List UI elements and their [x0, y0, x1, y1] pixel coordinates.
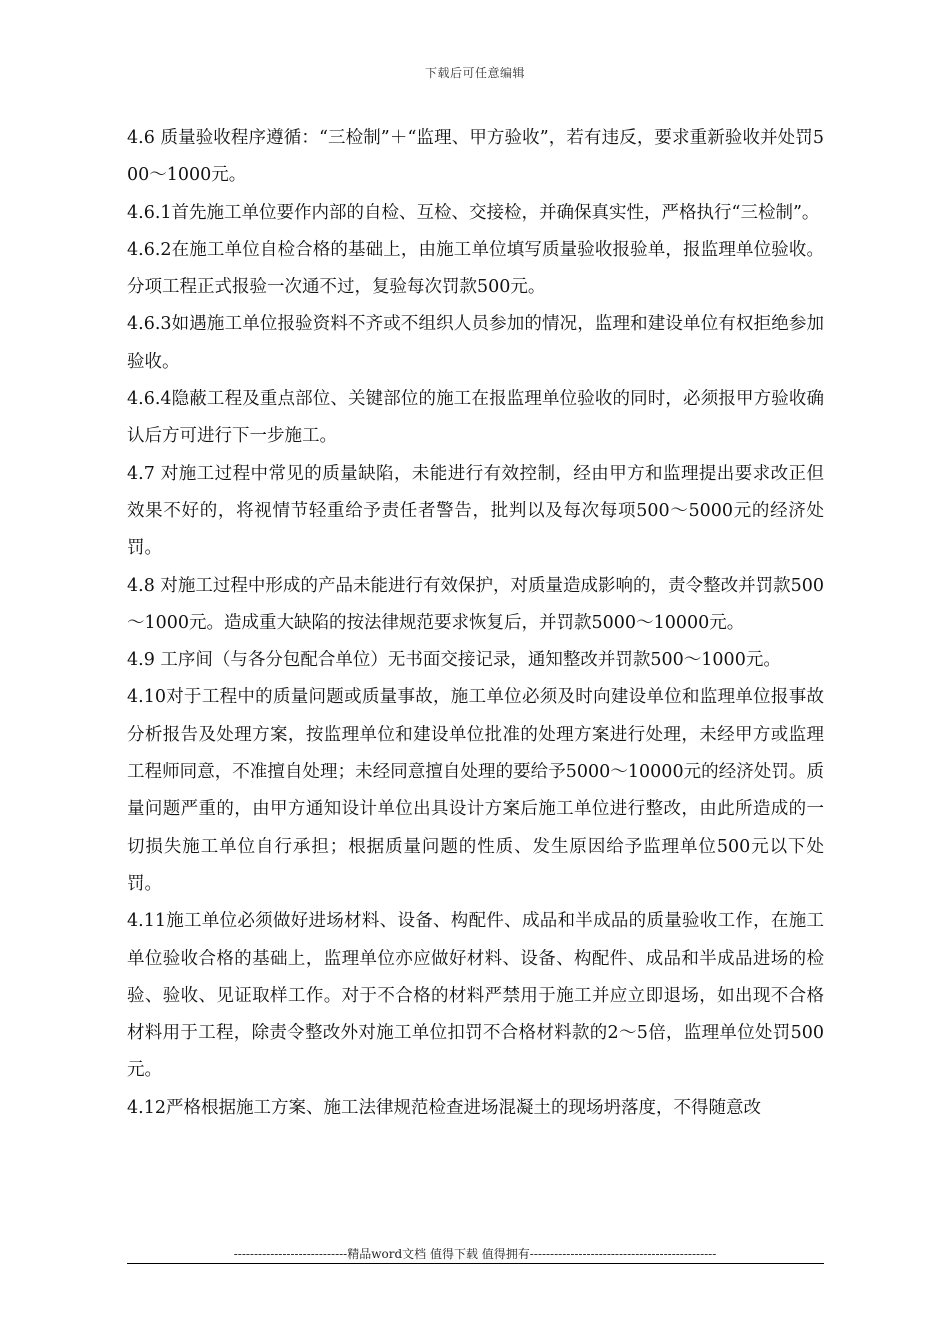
clause-4-6-2: 4.6.2在施工单位自检合格的基础上，由施工单位填写质量验收报验单，报监理单位验收。分项工程正式报验一次通不过，复验每次罚款500元。 — [127, 239, 824, 298]
clause-4-6: 4.6 质量验收程序遵循：“三检制”＋“监理、甲方验收”，若有违反，要求重新验收并处罚500～1000元。 — [127, 128, 824, 186]
clause-4-6-3: 4.6.3如遇施工单位报验资料不齐或不组织人员参加的情况，监理和建设单位有权拒绝参加验收。 — [127, 314, 824, 372]
clause-4-7: 4.7 对施工过程中常见的质量缺陷，未能进行有效控制，经由甲方和监理提出要求改正但效果不好的，将视情节轻重给予责任者警告，批判以及每次每项500～5000元的经济处罚。 — [127, 463, 824, 559]
clause-4-12: 4.12严格根据施工方案、施工法律规范检查进场混凝土的现场坍落度，不得随意改 — [127, 1097, 761, 1118]
clause-4-9: 4.9 工序间（与各分包配合单位）无书面交接记录，通知整改并罚款500～1000元。 — [127, 650, 781, 671]
document-body — [127, 120, 824, 1127]
clause-4-6-1: 4.6.1首先施工单位要作内部的自检、互检、交接检，并确保真实性，严格执行“三检制”。 — [127, 202, 820, 223]
clause-4-11: 4.11施工单位必须做好进场材料、设备、构配件、成品和半成品的质量验收工作，在施工单位验收合格的基础上，监理单位亦应做好材料、设备、构配件、成品和半成品进场的检验、验收、见证取样工作。对于不合格的材料严禁用于施工并应立即退场，如出现不合格材料用于工程，除责令整改外对施工单位扣罚不合格材料款的2～5倍，监理单位处罚500元。 — [127, 911, 824, 1081]
page-footer: ----------------------------精品word文档 值得下载 值得拥有---------------------------------------------- — [233, 1247, 717, 1261]
clause-4-6-4: 4.6.4隐蔽工程及重点部位、关键部位的施工在报监理单位验收的同时，必须报甲方验收确认后方可进行下一步施工。 — [127, 389, 824, 447]
clause-4-8: 4.8 对施工过程中形成的产品未能进行有效保护，对质量造成影响的，责令整改并罚款500～1000元。造成重大缺陷的按法律规范要求恢复后，并罚款5000～10000元。 — [127, 575, 824, 633]
page-header: 下载后可任意编辑 — [424, 66, 525, 80]
clause-4-10: 4.10对于工程中的质量问题或质量事故，施工单位必须及时向建设单位和监理单位报事故分析报告及处理方案，按监理单位和建设单位批准的处理方案进行处理，未经甲方或监理工程师同意，不准擅自处理；未经同意擅自处理的要给予5000～10000元的经济处罚。质量问题严重的，由甲方通知设计单位出具设计方案后施工单位进行整改，由此所造成的一切损失施工单位自行承担；根据质量问题的性质、发生原因给予监理单位500元以下处罚。 — [127, 687, 824, 894]
footer-divider — [127, 1263, 824, 1264]
